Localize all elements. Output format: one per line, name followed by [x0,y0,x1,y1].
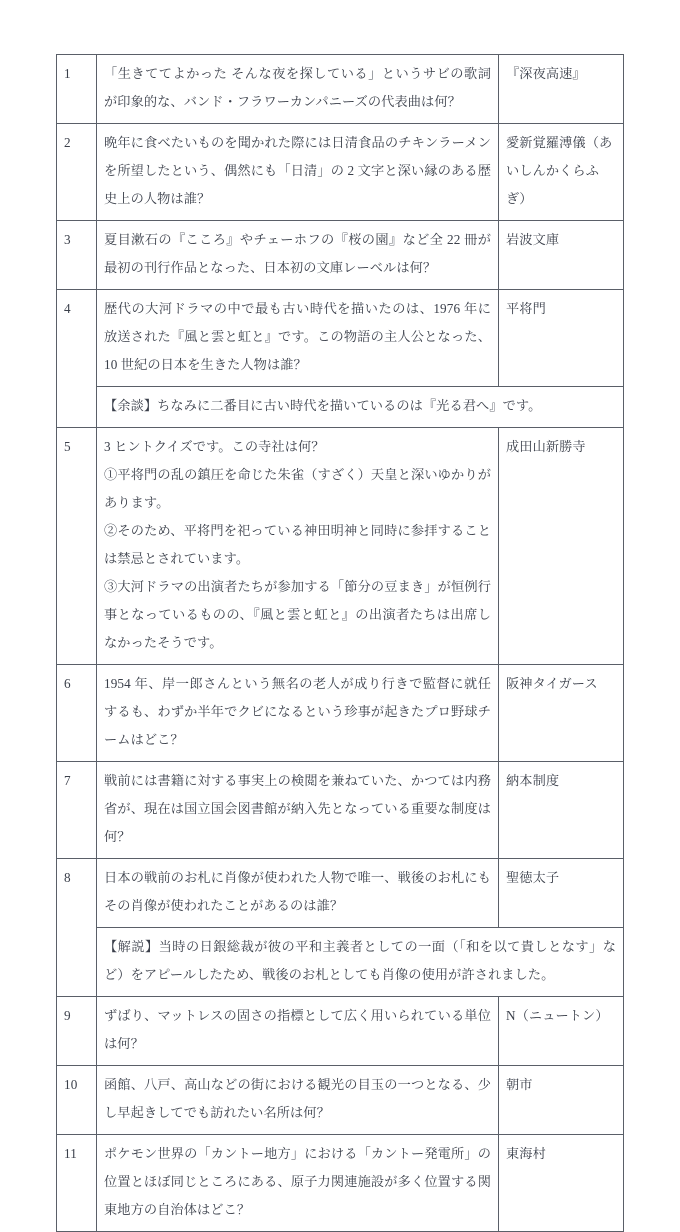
answer-text-cell: 聖徳太子 [499,859,624,928]
text-line: ①平将門の乱の鎮圧を命じた朱雀（すざく）天皇と深いゆかりがあります。 [104,467,491,510]
quiz-table [56,54,624,1232]
text-line: 晩年に食べたいものを聞かれた際には日清食品のチキンラーメンを所望したという、偶然にも「日清」の 2 文字と深い縁のある歴史上の人物は誰？ [104,135,491,206]
question-number-cell: 1 [57,55,97,124]
question-number-cell: 3 [57,221,97,290]
text-line: 3 ヒントクイズです。この寺社は何？ [104,439,325,454]
answer-text-cell: 平将門 [499,290,624,387]
question-text-cell [97,55,499,124]
answer-text-cell: 納本制度 [499,762,624,859]
question-number-cell: 8 [57,859,97,997]
question-text-cell [97,859,499,928]
question-number-cell: 5 [57,428,97,665]
annotation-row [57,928,624,997]
table-row [57,1066,624,1135]
table-row [57,665,624,762]
text-line: ③大河ドラマの出演者たちが参加する「節分の豆まき」が恒例行事となっているものの、『風と雲と虹と』の出演者たちは出席しなかったそうです。 [104,579,491,650]
answer-text-cell: 岩波文庫 [499,221,624,290]
text-line: ②そのため、平将門を祀っている神田明神と同時に参拝することは禁忌とされています。 [104,523,491,566]
answer-text-cell: 『深夜高速』 [499,55,624,124]
table-row [57,221,624,290]
answer-text-cell: 朝市 [499,1066,624,1135]
answer-text-cell: 阪神タイガース [499,665,624,762]
text-line: 「生きててよかった そんな夜を探している」というサビの歌詞が印象的な、バンド・フラワーカンパニーズの代表曲は何？ [104,66,491,109]
annotation-text-cell: 【解説】当時の日銀総裁が彼の平和主義者としての一面（「和を以て貴しとなす」など）をアピールしたため、戦後のお札としても肖像の使用が許されました。 [97,928,624,997]
question-number-cell: 10 [57,1066,97,1135]
text-line: 日本の戦前のお札に肖像が使われた人物で唯一、戦後のお札にもその肖像が使われたことがあるのは誰？ [104,870,491,913]
text-line: 函館、八戸、高山などの街における観光の目玉の一つとなる、少し早起きしてでも訪れたい名所は何？ [104,1077,491,1120]
text-line: 1954 年、岸一郎さんという無名の老人が成り行きで監督に就任するも、わずか半年でクビになるという珍事が起きたプロ野球チームはどこ？ [104,676,491,747]
question-text-cell [97,997,499,1066]
question-text-cell [97,1066,499,1135]
text-line: 歴代の大河ドラマの中で最も古い時代を描いたのは、1976 年に放送された『風と雲と虹と』です。この物語の主人公となった、10 世紀の日本を生きた人物は誰？ [104,301,491,372]
text-line: 戦前には書籍に対する事実上の検閲を兼ねていた、かつては内務省が、現在は国立国会図書館が納入先となっている重要な制度は何？ [104,773,491,844]
annotation-row [57,387,624,428]
text-line: 夏目漱石の『こころ』やチェーホフの『桜の園』など全 22 冊が最初の刊行作品となった、日本初の文庫レーベルは何？ [104,232,491,275]
question-text-cell [97,1135,499,1232]
question-text-cell [97,762,499,859]
question-number-cell: 4 [57,290,97,428]
table-row [57,997,624,1066]
answer-text-cell: 成田山新勝寺 [499,428,624,665]
table-row [57,859,624,928]
answer-text-cell: 愛新覚羅溥儀（あいしんかくらふぎ） [499,124,624,221]
table-row [57,55,624,124]
table-row [57,1135,624,1232]
question-text-cell [97,124,499,221]
question-number-cell: 6 [57,665,97,762]
question-number-cell: 2 [57,124,97,221]
question-number-cell: 11 [57,1135,97,1232]
table-row [57,124,624,221]
table-row [57,428,624,665]
table-row [57,762,624,859]
question-text-cell [97,221,499,290]
table-row [57,290,624,387]
question-text-cell [97,290,499,387]
question-number-cell: 7 [57,762,97,859]
annotation-text-cell: 【余談】ちなみに二番目に古い時代を描いているのは『光る君へ』です。 [97,387,624,428]
answer-text-cell: N（ニュートン） [499,997,624,1066]
text-line: ずばり、マットレスの固さの指標として広く用いられている単位は何？ [104,1008,491,1051]
question-text-cell [97,428,499,665]
text-line: ポケモン世界の「カントー地方」における「カントー発電所」の位置とほぼ同じところにある、原子力関連施設が多く位置する関東地方の自治体はどこ？ [104,1146,491,1217]
answer-text-cell: 東海村 [499,1135,624,1232]
question-text-cell [97,665,499,762]
quiz-table-body [57,55,624,1232]
question-number-cell: 9 [57,997,97,1066]
